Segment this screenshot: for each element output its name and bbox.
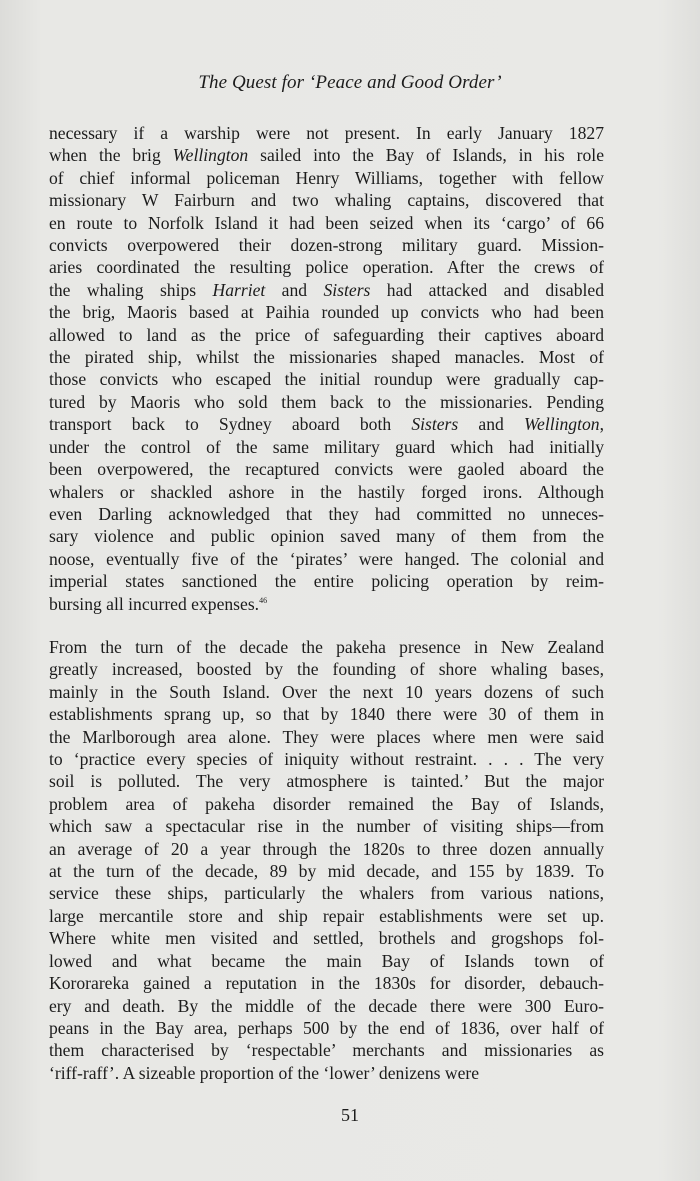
paragraph-2 [49,636,604,1084]
text-line: Kororareka gained a reputation in the 1830s for disorder, debauch- [49,973,604,994]
text-line: them characterised by ‘respectable’ merchants and missionaries as [49,1040,604,1061]
paragraph-1 [49,122,604,615]
text-line: those convicts who escaped the initial roundup were gradually cap- [49,369,604,390]
text-line: the pirated ship, whilst the missionaries shaped manacles. Most of [49,347,604,368]
footnote-reference: 46 [259,595,268,605]
text-line: soil is polluted. The very atmosphere is tainted.’ But the major [49,771,604,792]
text-line: Where white men visited and settled, brothels and grogshops fol- [49,928,604,949]
text-line: From the turn of the decade the pakeha presence in New Zealand [49,637,604,657]
text-line: greatly increased, boosted by the founding of shore whaling bases, [49,659,604,680]
text-line: of chief informal policeman Henry Williams, together with fellow [49,167,604,188]
text-line: imperial states sanctioned the entire policing operation by reim- [49,571,604,592]
page-number: 51 [341,1105,359,1125]
text-line: service these ships, particularly the whalers from various nations, [49,883,604,904]
text-line: mainly in the South Island. Over the next 10 years dozens of such [49,681,604,702]
text-line: at the turn of the decade, 89 by mid decade, and 155 by 1839. To [49,861,604,882]
text-line: the brig, Maoris based at Paihia rounded up convicts who had been [49,302,604,323]
text-line: ery and death. By the middle of the decade there were 300 Euro- [49,995,604,1016]
running-header: The Quest for ‘Peace and Good Order’ [198,72,502,93]
text-line: allowed to land as the price of safeguarding their captives aboard [49,324,604,345]
text-line: under the control of the same military guard which had initially [49,436,604,457]
text-line: problem area of pakeha disorder remained the Bay of Islands, [49,793,604,814]
text-line: the Marlborough area alone. They were places where men were said [49,726,604,747]
text-line: sary violence and public opinion saved many of them from the [49,526,604,547]
text-line: whalers or shackled ashore in the hastily forged irons. Although [49,481,604,502]
text-line: establishments sprang up, so that by 1840 there were 30 of them in [49,704,604,725]
text-line: convicts overpowered their dozen-strong military guard. Mission- [49,235,604,256]
text-line: noose, eventually five of the ‘pirates’ were hanged. The colonial and [49,548,604,569]
text-line: bursing all incurred expenses.$^{46}$ [49,593,268,614]
text-line: to ‘practice every species of iniquity without restraint. . . . The very [49,749,604,770]
text-line: large mercantile store and ship repair establishments were set up. [49,905,604,926]
text-line: an average of 20 a year through the 1820s to three dozen annually [49,838,604,859]
text-line: missionary W Fairburn and two whaling captains, discovered that [49,190,604,211]
text-line: which saw a spectacular rise in the number of visiting ships—from [49,816,604,837]
text-line: aries coordinated the resulting police operation. After the crews of [49,257,604,278]
text-line: been overpowered, the recaptured convicts were gaoled aboard the [49,459,604,480]
text-line: even Darling acknowledged that they had committed no unneces- [49,503,604,524]
text-line: tured by Maoris who sold them back to the missionaries. Pending [49,391,604,412]
text-line: the whaling ships Harriet and Sisters had attacked and disabled [49,279,605,300]
text-line: necessary if a warship were not present. In early January 1827 [49,123,604,143]
text-line: ‘riff-raff’. A sizeable proportion of the ‘lower’ denizens were [49,1062,480,1083]
text-line: transport back to Sydney aboard both Sisters and Wellington, [49,414,604,435]
text-line: en route to Norfolk Island it had been seized when its ‘cargo’ of 66 [49,212,604,233]
text-line: lowed and what became the main Bay of Islands town of [49,950,604,971]
text-line: peans in the Bay area, perhaps 500 by the end of 1836, over half of [49,1017,604,1038]
text-line: when the brig Wellington sailed into the Bay of Islands, in his role [49,145,605,166]
